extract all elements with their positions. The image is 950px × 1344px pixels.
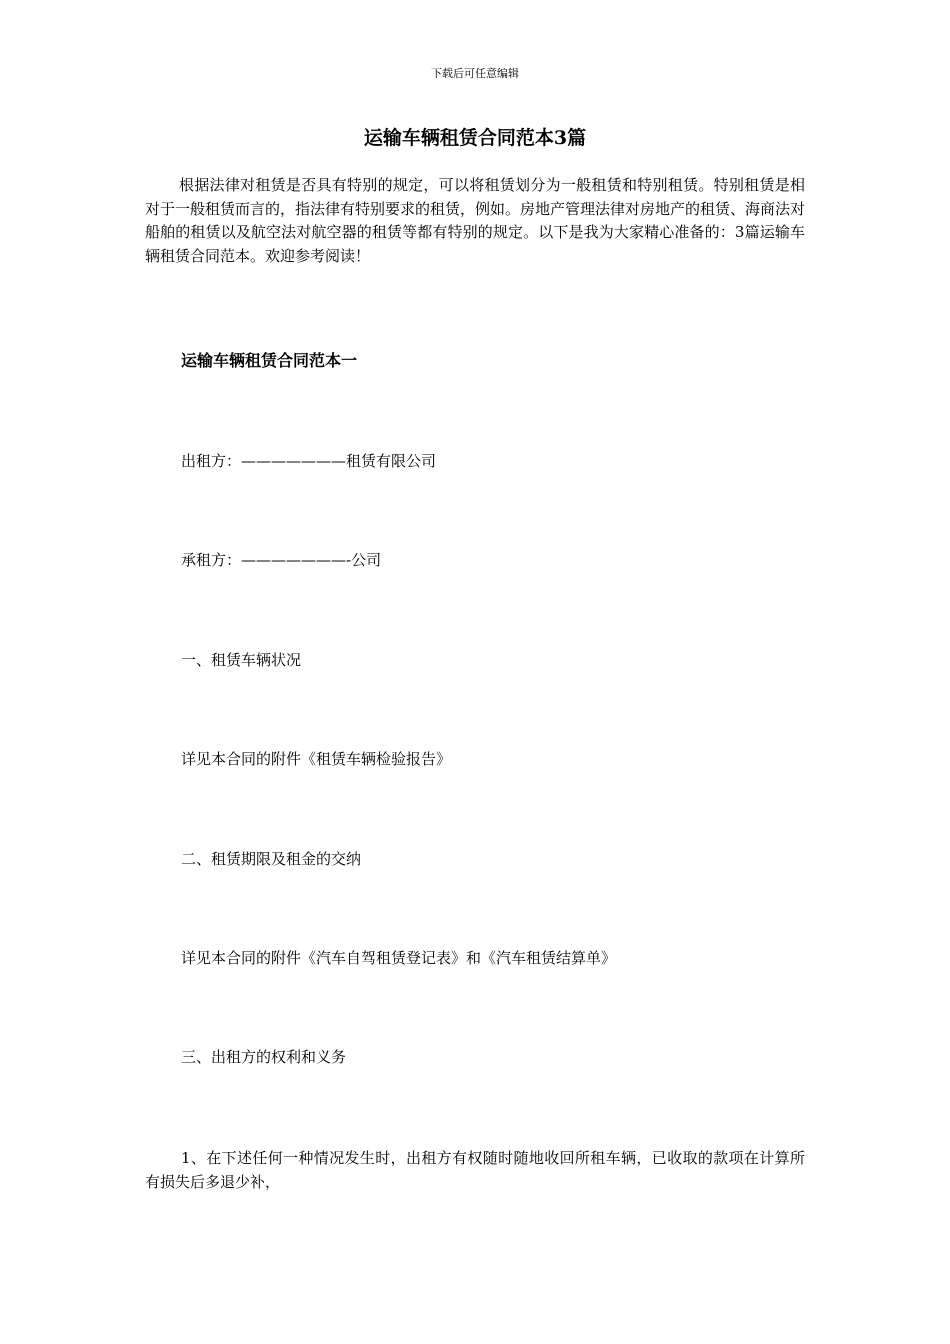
clause-1-text: 详见本合同的附件《租赁车辆检验报告》 bbox=[181, 750, 452, 768]
clause-2-heading: 二、租赁期限及租金的交纳 bbox=[181, 850, 362, 868]
clause-3-heading: 三、出租方的权利和义务 bbox=[181, 1048, 347, 1066]
intro-paragraph: 根据法律对租赁是否具有特别的规定，可以将租赁划分为一般租赁和特别租赁。特别租赁是相对于一般租赁而言的，指法律有特别要求的租赁，例如。房地产管理法律对房地产的租赁、海商法对船舶的租赁以及航空法对航空器的租赁等都有特别的规定。以下是我为大家精心准备的：3篇运输车辆租赁合同范本。欢迎参考阅读！ bbox=[145, 176, 806, 265]
lessor-line: 出租方：———————租赁有限公司 bbox=[181, 452, 437, 470]
clause-3-item-1: 1、在下述任何一种情况发生时，出租方有权随时随地收回所租车辆，已收取的款项在计算所有损失后多退少补， bbox=[145, 1149, 805, 1191]
section-title: 运输车辆租赁合同范本一 bbox=[181, 351, 358, 370]
lessee-line: 承租方：———————-公司 bbox=[181, 551, 382, 569]
clause-2-text: 详见本合同的附件《汽车自驾租赁登记表》和《汽车租赁结算单》 bbox=[181, 949, 617, 967]
clause-1-heading: 一、租赁车辆状况 bbox=[181, 651, 302, 669]
document-title: 运输车辆租赁合同范本3篇 bbox=[363, 127, 587, 149]
header-note: 下载后可任意编辑 bbox=[431, 67, 519, 80]
